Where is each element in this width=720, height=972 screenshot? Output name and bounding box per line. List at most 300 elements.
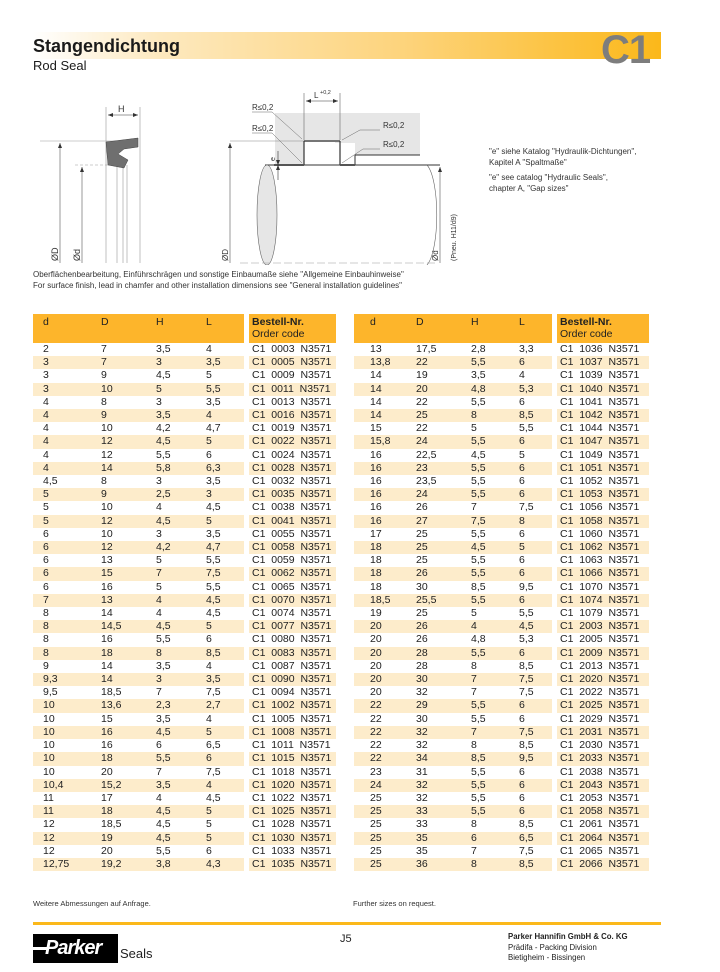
cell-d: 6 [43,580,49,593]
cell-D: 14 [95,673,152,686]
cell-H: 3,8 [152,858,206,871]
table-row [354,713,649,726]
label-radius-4: R≤0,2 [383,140,405,149]
note-english [489,172,669,194]
cell-L: 3,5 [206,395,221,408]
cell-order-code: C1 1028 N3571 [252,818,332,831]
cell-order-code: C1 0041 N3571 [249,515,336,528]
cell-order-code: C1 1018 N3571 [252,765,332,778]
cell-order-code: C1 0003 N3571 [252,343,332,355]
company-info [508,932,628,964]
table-row [354,633,649,646]
cell-d: 5 [33,515,95,528]
cell-D: 19 [416,369,428,382]
cell-order-code: C1 1002 N3571 [249,699,336,712]
cell-L: 5,5 [206,580,221,593]
order-code-title-de: Bestell-Nr. [560,316,612,328]
cell-D: 20 [408,383,463,396]
cell-L: 3,3 [519,343,534,355]
cell-L: 9,5 [519,580,534,593]
cell-D: 30 [416,580,428,593]
cell-d: 20 [354,673,408,686]
cell-order-code: C1 1056 N3571 [560,501,640,514]
cell-order-code: C1 0038 N3571 [252,501,332,514]
cell-D: 9 [95,409,152,422]
cell-order-code: C1 1044 N3571 [560,422,640,435]
cell-L: 5 [206,805,244,818]
table-row [33,383,336,396]
label-d: Ød [72,248,82,261]
cell-D: 32 [416,739,428,752]
cell-D: 7 [95,356,152,369]
cell-L: 5 [206,620,244,633]
cell-D: 15,2 [95,779,152,792]
table-row [354,435,649,448]
cell-L: 6,3 [206,462,244,475]
label-H: H [118,104,125,114]
cell-d: 15,8 [354,435,408,448]
cell-d: 5 [43,501,49,514]
table-row [354,805,649,818]
cell-d: 4 [43,422,49,435]
cell-H: 5,5 [156,633,171,646]
cell-L: 7,5 [515,726,552,739]
cell-L: 6 [206,633,212,646]
table-row [33,515,336,528]
cell-D: 25 [408,541,463,554]
table-row [33,647,336,660]
cell-D: 16 [101,739,113,752]
cell-L: 7,5 [519,686,534,699]
cell-order-code: C1 0074 N3571 [252,607,332,620]
col-header-order-code [557,314,649,343]
cell-D: 15 [101,712,113,725]
note-german [489,146,669,168]
cell-D: 29 [408,699,463,712]
table-row [33,739,336,752]
cell-H: 3,5 [156,712,171,725]
cell-order-code: C1 0055 N3571 [252,527,332,540]
cell-order-code: C1 1049 N3571 [560,448,640,461]
cell-H: 5,5 [463,647,515,660]
cell-H: 3,5 [471,369,486,382]
cell-D: 12 [95,435,152,448]
cell-d: 18,5 [354,594,408,607]
cell-H: 7 [152,567,206,580]
cell-H: 5,5 [471,554,486,567]
cell-L: 6 [515,567,552,580]
cell-H: 4,8 [463,383,515,396]
cell-order-code: C1 2058 N3571 [557,805,649,818]
cell-H: 7 [463,673,515,686]
cell-D: 13 [95,594,152,607]
cell-H: 7 [156,765,162,778]
cell-order-code: C1 0062 N3571 [249,567,336,580]
table-row [33,620,336,633]
cell-D: 20 [101,765,113,778]
cell-L: 5,5 [519,607,534,620]
cell-D: 13 [101,554,113,567]
cell-H: 5,5 [463,435,515,448]
cell-H: 4,5 [152,435,206,448]
cell-L: 7,5 [206,686,221,699]
cell-d: 12,75 [33,858,95,871]
cell-d: 6 [33,567,95,580]
table-row [33,356,336,369]
col-header-H: H [152,314,206,343]
cell-order-code: C1 1042 N3571 [557,409,649,422]
technical-drawing [20,85,460,265]
cell-d: 4 [43,395,49,408]
cell-H: 7 [156,686,162,699]
cell-L: 6 [519,791,525,804]
cell-H: 3 [152,673,206,686]
cell-H: 3 [156,475,162,488]
cell-H: 7 [471,501,477,514]
cell-H: 2,8 [471,343,486,355]
company-location: Bietigheim - Bissingen [508,953,586,962]
cell-H: 4,5 [152,832,206,845]
cell-D: 10 [95,383,152,396]
cell-d: 22 [354,726,408,739]
cell-d: 8 [33,620,95,633]
table-row [33,475,336,488]
cell-d: 16 [370,475,382,488]
cell-H: 2,5 [152,488,206,501]
col-header-L: L [206,314,244,343]
cell-d: 9,3 [33,673,95,686]
cell-order-code: C1 2009 N3571 [557,647,649,660]
cell-L: 4 [206,343,212,355]
cell-L: 3,5 [206,475,221,488]
cell-order-code: C1 1060 N3571 [560,527,640,540]
cell-order-code: C1 1053 N3571 [557,488,649,501]
col-header-D: D [408,314,463,343]
cell-H: 7,5 [463,515,515,528]
col-header-d: d [354,314,408,343]
cell-H: 7 [471,686,477,699]
cell-order-code: C1 1025 N3571 [249,805,336,818]
cell-d: 14 [354,409,408,422]
cell-L: 7,5 [519,844,534,857]
cell-H: 4 [156,791,162,804]
cell-d: 20 [370,633,382,646]
cell-order-code: C1 1022 N3571 [252,791,332,804]
cell-H: 4,8 [471,633,486,646]
cell-H: 4 [156,501,162,514]
cell-D: 24 [408,488,463,501]
cell-L: 3,5 [206,356,244,369]
cell-D: 36 [408,858,463,871]
cell-d: 5 [33,488,95,501]
cell-d: 4,5 [43,475,58,488]
table-row [33,449,336,462]
cell-order-code: C1 0013 N3571 [252,395,332,408]
cell-D: 9 [101,369,107,382]
table-row [354,660,649,673]
cell-L: 8,5 [519,818,534,831]
table-row [33,779,336,792]
table-row [354,567,649,580]
cell-D: 32 [416,686,428,699]
cell-H: 5 [471,422,477,435]
cell-L: 6 [515,779,552,792]
table-row [33,858,336,871]
order-code-title-en: Order code [560,328,613,340]
table-row [33,805,336,818]
note-de-line-2: Kapitel A "Spaltmaße" [489,158,567,167]
cell-D: 14,5 [95,620,152,633]
cell-H: 8 [463,858,515,871]
cell-D: 26 [416,501,428,514]
cell-order-code: C1 2043 N3571 [557,779,649,792]
cell-H: 5,5 [152,752,206,765]
cell-d: 25 [354,805,408,818]
cell-d: 18 [370,554,382,567]
table-header-row [354,314,649,343]
cell-L: 6 [519,712,525,725]
cell-d: 11 [33,805,95,818]
cell-H: 5,5 [463,779,515,792]
cell-L: 2,7 [206,699,244,712]
cell-L: 6 [515,462,552,475]
table-row [33,567,336,580]
cell-d: 14 [354,383,408,396]
cell-order-code: C1 1047 N3571 [557,435,649,448]
cell-order-code: C1 0077 N3571 [249,620,336,633]
cell-order-code: C1 2020 N3571 [557,673,649,686]
cell-D: 30 [416,712,428,725]
table-row [354,356,649,369]
cell-L: 5,5 [519,422,534,435]
cell-H: 5 [471,607,477,620]
note-de-line-1: "e" siehe Katalog "Hydraulik-Dichtungen", [489,147,637,156]
table-row [354,475,649,488]
cell-H: 5 [156,580,162,593]
cell-H: 4,2 [152,541,206,554]
cell-H: 5,5 [471,475,486,488]
table-row [33,396,336,409]
cell-D: 13,6 [95,699,152,712]
cell-L: 6 [515,699,552,712]
cell-L: 6 [519,554,525,567]
cell-L: 5 [206,832,244,845]
cell-d: 8 [43,633,49,646]
table-row [33,792,336,805]
cell-d: 12 [43,818,55,831]
cell-H: 4,5 [152,726,206,739]
logo-suffix: Seals [120,946,153,961]
cell-D: 16 [101,633,113,646]
cell-d: 20 [354,647,408,660]
cell-d: 22 [370,739,382,752]
cell-H: 5,5 [156,448,171,461]
table-row [354,607,649,620]
table-row [354,818,649,831]
table-row [33,488,336,501]
table-row [354,343,649,356]
cell-L: 4 [206,409,244,422]
cell-L: 4,3 [206,858,244,871]
table-row [33,686,336,699]
cell-H: 4,5 [156,818,171,831]
cell-d: 4 [33,409,95,422]
cell-H: 3,5 [156,659,171,672]
cell-d: 12 [43,844,55,857]
cell-d: 15 [370,422,382,435]
cell-H: 5,5 [463,805,515,818]
cell-order-code: C1 0035 N3571 [249,488,336,501]
cell-D: 25 [416,527,428,540]
cell-L: 6 [515,356,552,369]
cell-L: 8,5 [515,409,552,422]
table-row [354,369,649,382]
cell-D: 25 [416,607,428,620]
cell-D: 30 [408,673,463,686]
cell-d: 25 [370,844,382,857]
cell-d: 19 [370,607,382,620]
cell-D: 26 [408,620,463,633]
cell-order-code: C1 1062 N3571 [557,541,649,554]
cell-L: 4,5 [206,501,221,514]
table-row [33,699,336,712]
cell-d: 25 [370,818,382,831]
cell-L: 4 [206,779,244,792]
cell-D: 19,2 [95,858,152,871]
order-code-title-en: Order code [252,328,305,340]
cell-order-code: C1 1037 N3571 [557,356,649,369]
cell-order-code: C1 1015 N3571 [249,752,336,765]
cell-H: 4,5 [152,620,206,633]
cell-d: 16 [370,448,382,461]
cell-D: 10 [101,527,113,540]
cell-D: 12 [95,515,152,528]
table-row [33,660,336,673]
cell-order-code: C1 2031 N3571 [557,726,649,739]
cell-D: 16 [95,726,152,739]
cell-D: 28 [416,659,428,672]
cell-d: 16 [370,501,382,514]
cell-H: 5,5 [463,356,515,369]
table-row [33,594,336,607]
cell-order-code: C1 1079 N3571 [560,607,640,620]
cell-order-code: C1 0065 N3571 [252,580,332,593]
table-row [354,528,649,541]
cell-L: 6 [519,765,525,778]
cell-D: 18 [95,647,152,660]
cell-L: 6 [515,594,552,607]
cell-d: 22 [370,712,382,725]
cell-order-code: C1 0028 N3571 [249,462,336,475]
cell-D: 17 [101,791,113,804]
cell-L: 8 [515,515,552,528]
cell-d: 13 [370,343,382,355]
cell-L: 5,5 [206,554,221,567]
table-row [354,554,649,567]
cell-d: 7 [33,594,95,607]
cell-H: 5 [152,383,206,396]
cell-D: 32 [416,791,428,804]
dimension-table-left [33,314,336,871]
cell-D: 32 [408,726,463,739]
table-row [354,541,649,554]
table-row [354,699,649,712]
cell-L: 6 [206,844,212,857]
cell-d: 22 [354,699,408,712]
cell-d: 18 [354,541,408,554]
cell-d: 14 [370,395,382,408]
table-row [33,554,336,567]
table-row [33,845,336,858]
cell-d: 3 [43,369,49,382]
table-row [354,462,649,475]
cell-L: 4 [206,659,212,672]
cell-H: 7 [463,726,515,739]
cell-order-code: C1 1074 N3571 [557,594,649,607]
cell-L: 5 [206,726,244,739]
cell-order-code: C1 1063 N3571 [560,554,640,567]
installation-note-de: Oberflächenbearbeitung, Einführschrägen und sonstige Einbaumaße siehe "Allgemeine Einbauhinweise" [33,270,404,279]
order-code-title-de: Bestell-Nr. [252,316,304,328]
cell-H: 5,5 [471,765,486,778]
cell-L: 3,5 [206,527,221,540]
cell-order-code: C1 0094 N3571 [252,686,332,699]
cell-d: 12 [33,832,95,845]
cell-D: 18,5 [101,818,122,831]
cell-L: 5 [515,541,552,554]
cell-d: 16 [354,488,408,501]
cell-H: 5,5 [463,594,515,607]
col-header-H: H [463,314,515,343]
cell-D: 18 [95,752,152,765]
cell-order-code: C1 0022 N3571 [249,435,336,448]
cell-H: 5,5 [471,712,486,725]
cell-H: 4 [152,594,206,607]
cell-H: 4 [463,620,515,633]
cell-L: 6 [515,647,552,660]
table-row [33,726,336,739]
table-row [354,647,649,660]
cell-d: 3 [33,356,95,369]
cell-H: 3 [156,395,162,408]
further-sizes-de: Weitere Abmessungen auf Anfrage. [33,899,151,908]
cell-D: 22 [408,356,463,369]
cell-D: 18 [95,805,152,818]
cell-H: 3,5 [152,779,206,792]
cell-order-code: C1 0009 N3571 [252,369,332,382]
cell-order-code: C1 0024 N3571 [252,448,332,461]
cell-H: 5,5 [471,527,486,540]
company-division: Prädifa - Packing Division [508,942,597,952]
cell-L: 5 [519,448,525,461]
cell-H: 5 [156,554,162,567]
cell-D: 8 [101,395,107,408]
cell-D: 28 [408,647,463,660]
cell-L: 5,3 [515,383,552,396]
cell-L: 3,5 [206,673,244,686]
cell-order-code: C1 1040 N3571 [557,383,649,396]
cell-d: 16 [354,515,408,528]
table-row [33,832,336,845]
cell-D: 8 [101,475,107,488]
cell-D: 23,5 [416,475,437,488]
cell-D: 15 [95,567,152,580]
cell-d: 6 [33,541,95,554]
table-row [354,766,649,779]
cell-L: 6 [519,527,525,540]
cell-L: 9,5 [515,752,552,765]
cell-L: 7,5 [515,673,552,686]
